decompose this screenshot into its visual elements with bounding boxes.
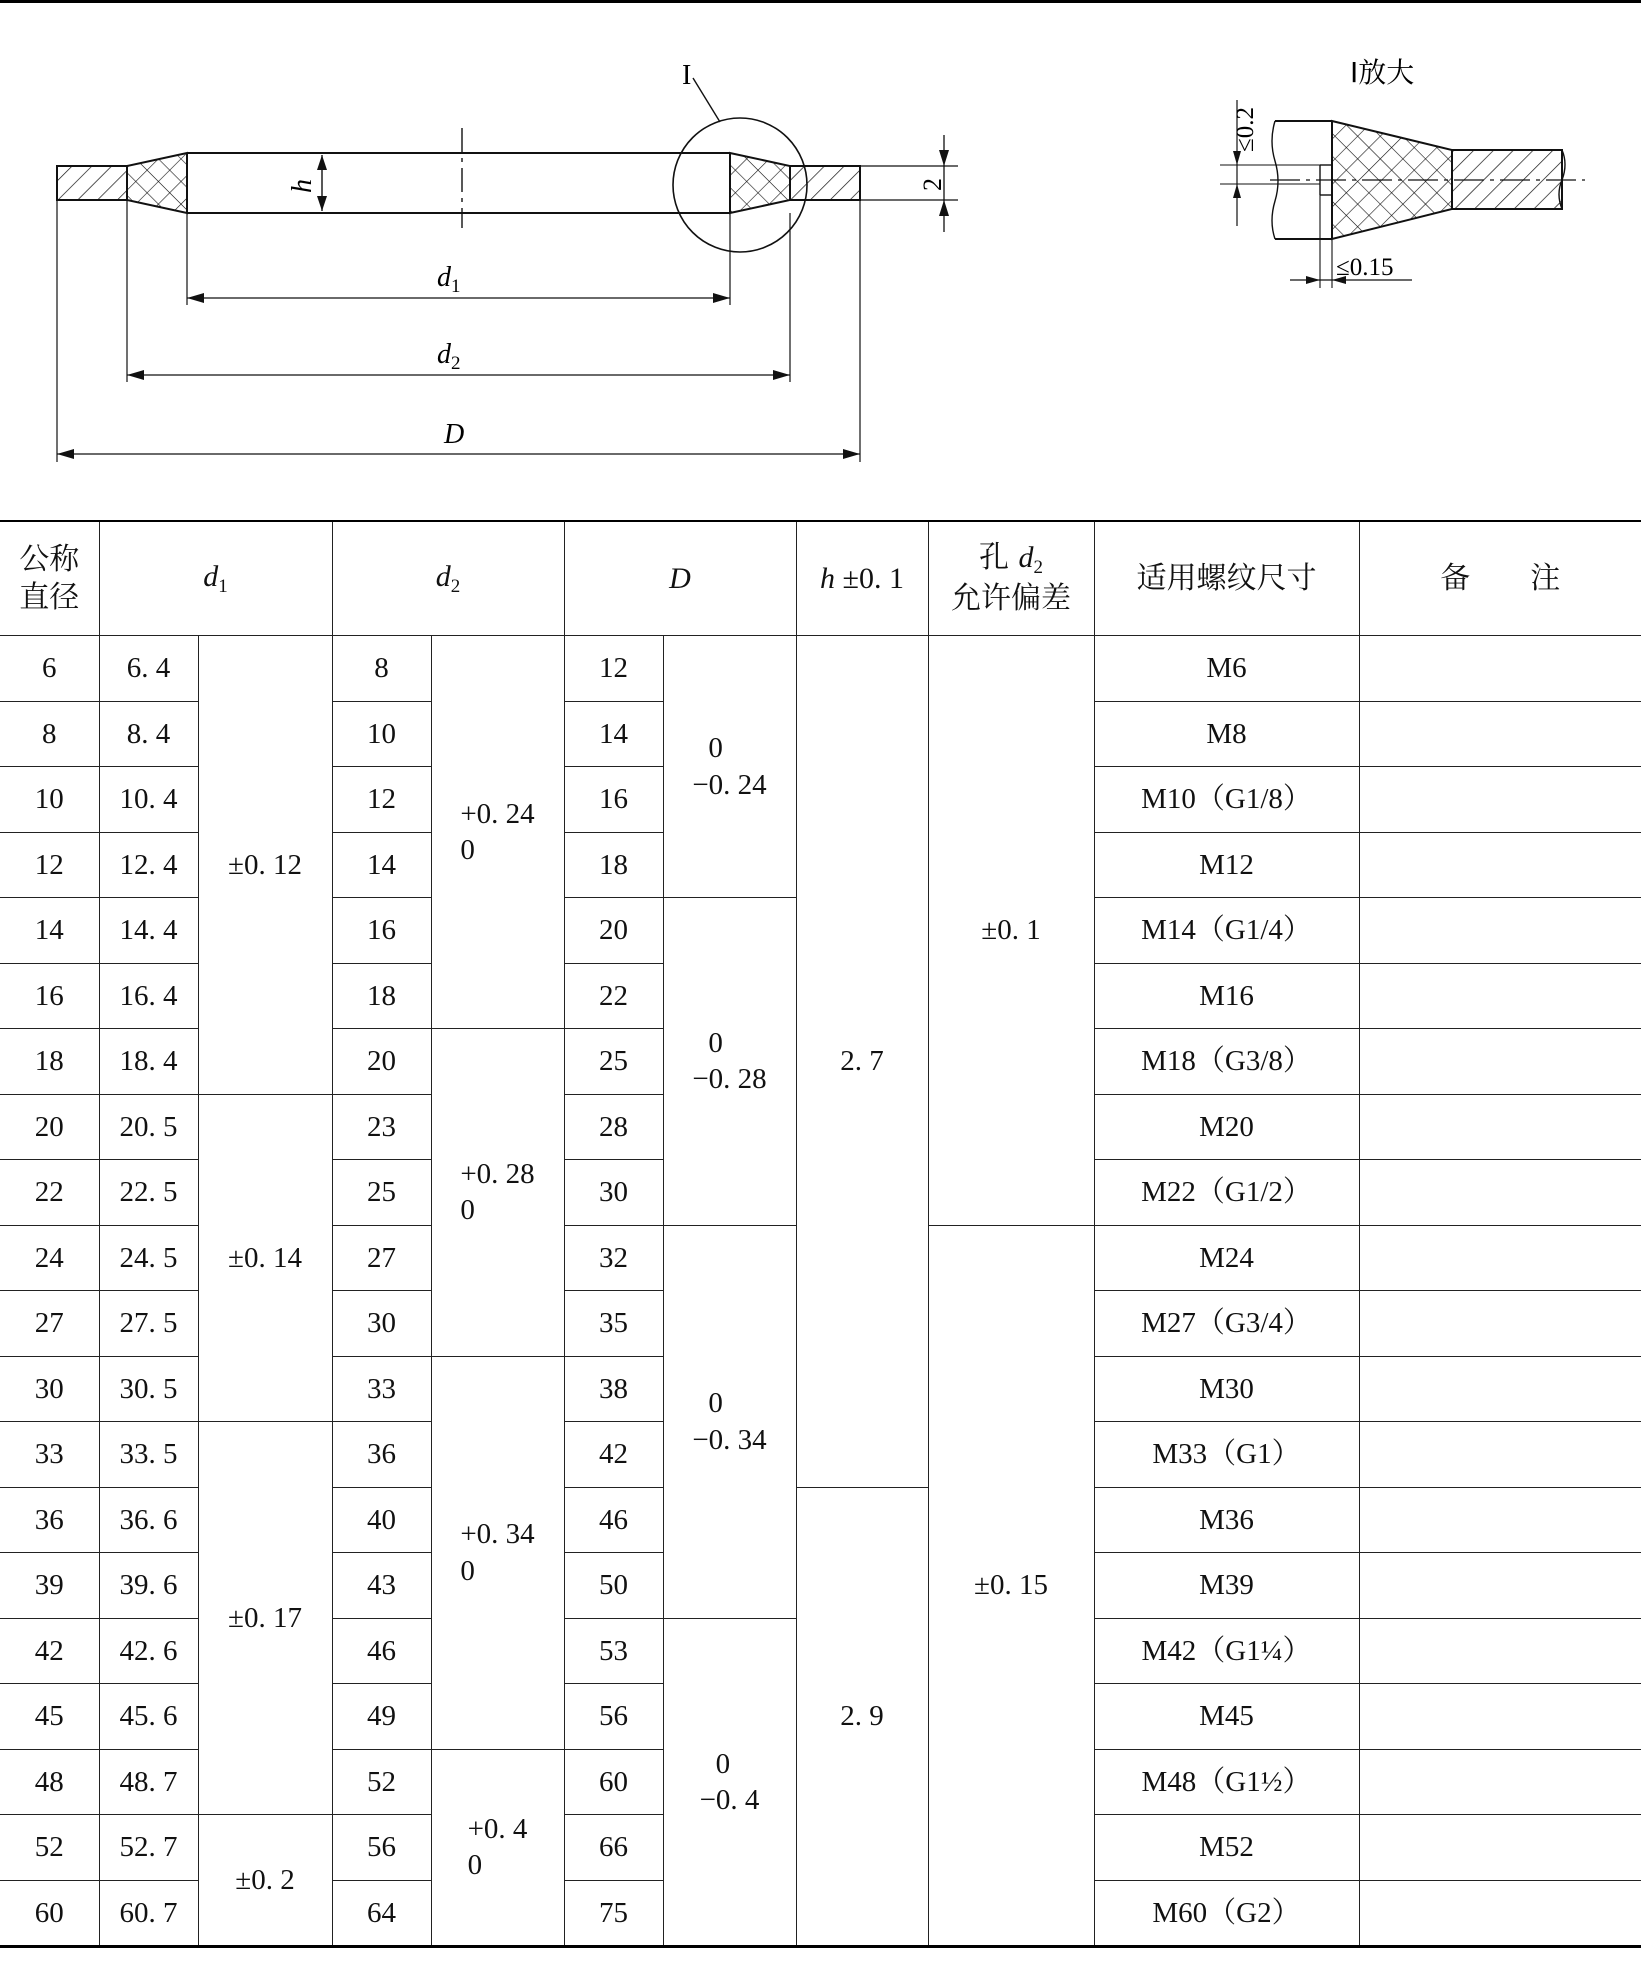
table-body <box>0 636 1641 1947</box>
cell-D-tol-upper: 0 <box>708 1387 723 1420</box>
cell-D: 20 <box>564 898 663 964</box>
cell-remark <box>1359 1749 1641 1815</box>
cell-D-tol <box>663 898 796 1226</box>
cell-remark <box>1359 1356 1641 1422</box>
cell-d2: 43 <box>332 1553 431 1619</box>
cell-nominal: 20 <box>0 1094 99 1160</box>
cell-d1-tol: ±0. 12 <box>198 636 332 1095</box>
cell-D: 75 <box>564 1880 663 1947</box>
cell-d1: 52. 7 <box>99 1815 198 1881</box>
cell-d2-tol-upper: +0. 4 <box>467 1813 528 1845</box>
cell-D: 25 <box>564 1029 663 1095</box>
cell-d1: 16. 4 <box>99 963 198 1029</box>
cell-D-tol-lower: −0. 34 <box>692 1423 767 1456</box>
cell-d2-tol-upper: +0. 34 <box>460 1518 535 1551</box>
cell-remark <box>1359 1553 1641 1619</box>
cell-d1: 42. 6 <box>99 1618 198 1684</box>
cell-thread: M45 <box>1094 1684 1359 1750</box>
detail-mark: I <box>682 60 692 91</box>
cell-d2-tol <box>431 636 564 1029</box>
cell-nominal: 45 <box>0 1684 99 1750</box>
cell-D-tol-lower: −0. 28 <box>692 1063 767 1096</box>
cell-nominal: 8 <box>0 701 99 767</box>
cell-thread: M14（G1/4） <box>1094 898 1359 964</box>
cell-nominal: 27 <box>0 1291 99 1357</box>
header-hole-tol: 孔 $d_2$ 允许偏差 <box>928 521 1094 636</box>
cell-remark <box>1359 1487 1641 1553</box>
cell-h: 2. 9 <box>796 1487 928 1947</box>
cell-d1: 36. 6 <box>99 1487 198 1553</box>
cell-d2-tol-upper: +0. 24 <box>460 797 535 830</box>
label-d1: $d_1$ <box>437 262 461 297</box>
cell-d2: 14 <box>332 832 431 898</box>
cell-D: 22 <box>564 963 663 1029</box>
label-D: D <box>444 419 465 450</box>
cell-D: 53 <box>564 1618 663 1684</box>
header-nominal: 公称 直径 <box>0 521 99 636</box>
cell-d2: 49 <box>332 1684 431 1750</box>
cell-thread: M33（G1） <box>1094 1422 1359 1488</box>
header-thread: 适用螺纹尺寸 <box>1094 521 1359 636</box>
cell-d1: 20. 5 <box>99 1094 198 1160</box>
cell-d1: 12. 4 <box>99 832 198 898</box>
cell-nominal: 12 <box>0 832 99 898</box>
cell-nominal: 60 <box>0 1880 99 1947</box>
header-row <box>0 521 1641 636</box>
cell-D-tol-upper: 0 <box>715 1747 731 1780</box>
dim-2: 2 <box>918 178 947 191</box>
cell-nominal: 52 <box>0 1815 99 1881</box>
cell-remark <box>1359 1291 1641 1357</box>
detail-view <box>1220 100 1585 288</box>
cell-d2: 52 <box>332 1749 431 1815</box>
cell-thread: M52 <box>1094 1815 1359 1881</box>
cell-D-tol-lower: −0. 24 <box>692 768 767 801</box>
cell-thread: M10（G1/8） <box>1094 767 1359 833</box>
cell-remark <box>1359 1618 1641 1684</box>
cell-d2: 25 <box>332 1160 431 1226</box>
header-d1: $d_1$ <box>99 521 332 636</box>
cell-D: 14 <box>564 701 663 767</box>
cell-D-tol-upper: 0 <box>708 732 723 765</box>
dim-le015: ≤0.15 <box>1336 254 1394 281</box>
cell-remark <box>1359 701 1641 767</box>
cell-d2-tol <box>431 1749 564 1947</box>
cell-thread: M30 <box>1094 1356 1359 1422</box>
cell-thread: M36 <box>1094 1487 1359 1553</box>
cell-remark <box>1359 1422 1641 1488</box>
cell-nominal: 39 <box>0 1553 99 1619</box>
cell-remark <box>1359 832 1641 898</box>
cell-d2: 56 <box>332 1815 431 1881</box>
cell-d1: 30. 5 <box>99 1356 198 1422</box>
cell-nominal: 6 <box>0 636 99 702</box>
cell-nominal: 24 <box>0 1225 99 1291</box>
cell-remark <box>1359 1094 1641 1160</box>
cell-thread: M16 <box>1094 963 1359 1029</box>
cell-nominal: 48 <box>0 1749 99 1815</box>
cell-nominal: 14 <box>0 898 99 964</box>
cell-remark <box>1359 1815 1641 1881</box>
cell-d1-tol: ±0. 17 <box>198 1422 332 1815</box>
cell-thread: M22（G1/2） <box>1094 1160 1359 1226</box>
cell-thread: M24 <box>1094 1225 1359 1291</box>
cell-D-tol <box>663 1225 796 1618</box>
cell-D: 30 <box>564 1160 663 1226</box>
cell-d2: 64 <box>332 1880 431 1947</box>
header-remark: 备 注 <box>1359 521 1641 636</box>
cell-D: 66 <box>564 1815 663 1881</box>
cell-D: 46 <box>564 1487 663 1553</box>
cell-d2-tol <box>431 1029 564 1357</box>
cell-D: 32 <box>564 1225 663 1291</box>
detail-title: I放大 <box>1350 56 1415 89</box>
cell-d2: 16 <box>332 898 431 964</box>
cell-d2: 20 <box>332 1029 431 1095</box>
cell-remark <box>1359 1225 1641 1291</box>
cell-thread: M60（G2） <box>1094 1880 1359 1947</box>
cell-D-tol-lower: −0. 4 <box>699 1783 760 1816</box>
cell-d1: 39. 6 <box>99 1553 198 1619</box>
cell-h: 2. 7 <box>796 636 928 1488</box>
dim-le02: ≤0.2 <box>1232 107 1259 152</box>
spec-table <box>0 520 1641 1948</box>
table-row <box>0 636 1641 702</box>
cell-D: 42 <box>564 1422 663 1488</box>
cell-d1-tol: ±0. 14 <box>198 1094 332 1422</box>
header-D: D <box>564 521 796 636</box>
cell-nominal: 22 <box>0 1160 99 1226</box>
cell-nominal: 10 <box>0 767 99 833</box>
cell-d2: 23 <box>332 1094 431 1160</box>
cell-d1: 18. 4 <box>99 1029 198 1095</box>
header-h: h ±0. 1 <box>796 521 928 636</box>
cell-nominal: 18 <box>0 1029 99 1095</box>
cell-remark <box>1359 963 1641 1029</box>
cell-D: 35 <box>564 1291 663 1357</box>
cell-d2: 33 <box>332 1356 431 1422</box>
cell-D: 12 <box>564 636 663 702</box>
cell-d2: 30 <box>332 1291 431 1357</box>
cell-thread: M39 <box>1094 1553 1359 1619</box>
cell-D: 16 <box>564 767 663 833</box>
cell-d2-tol <box>431 1356 564 1749</box>
cell-d1: 33. 5 <box>99 1422 198 1488</box>
cell-D-tol <box>663 1618 796 1947</box>
cell-thread: M12 <box>1094 832 1359 898</box>
cell-nominal: 33 <box>0 1422 99 1488</box>
cell-d2-tol-lower: 0 <box>460 1194 475 1227</box>
cell-d2: 46 <box>332 1618 431 1684</box>
cell-d1: 24. 5 <box>99 1225 198 1291</box>
cell-D-tol <box>663 636 796 898</box>
cell-d2: 8 <box>332 636 431 702</box>
cell-hole-tol: ±0. 15 <box>928 1225 1094 1947</box>
cell-d2: 12 <box>332 767 431 833</box>
cell-nominal: 30 <box>0 1356 99 1422</box>
cell-d2: 40 <box>332 1487 431 1553</box>
cell-d2: 27 <box>332 1225 431 1291</box>
cell-d1: 10. 4 <box>99 767 198 833</box>
cell-thread: M8 <box>1094 701 1359 767</box>
cell-d2: 10 <box>332 701 431 767</box>
cell-thread: M6 <box>1094 636 1359 702</box>
cell-D: 28 <box>564 1094 663 1160</box>
cell-d2: 36 <box>332 1422 431 1488</box>
cell-d2-tol-lower: 0 <box>460 834 475 866</box>
header-d2: $d_2$ <box>332 521 564 636</box>
cell-remark <box>1359 1160 1641 1226</box>
cell-remark <box>1359 1880 1641 1947</box>
cell-thread: M20 <box>1094 1094 1359 1160</box>
cell-D: 60 <box>564 1749 663 1815</box>
cell-remark <box>1359 1029 1641 1095</box>
cell-D: 18 <box>564 832 663 898</box>
cell-remark <box>1359 767 1641 833</box>
label-d2: $d_2$ <box>437 339 461 374</box>
cell-D: 56 <box>564 1684 663 1750</box>
cell-thread: M48（G1½） <box>1094 1749 1359 1815</box>
cell-remark <box>1359 1684 1641 1750</box>
cell-D-tol-upper: 0 <box>708 1027 723 1059</box>
cell-hole-tol: ±0. 1 <box>928 636 1094 1226</box>
cell-remark <box>1359 636 1641 702</box>
cell-thread: M42（G1¼） <box>1094 1618 1359 1684</box>
cell-remark <box>1359 898 1641 964</box>
cell-nominal: 42 <box>0 1618 99 1684</box>
cell-D: 50 <box>564 1553 663 1619</box>
gasket-drawing <box>0 0 1641 520</box>
cell-thread: M27（G3/4） <box>1094 1291 1359 1357</box>
cell-D: 38 <box>564 1356 663 1422</box>
cell-d1: 48. 7 <box>99 1749 198 1815</box>
cell-d1: 60. 7 <box>99 1880 198 1947</box>
cell-d2-tol-lower: 0 <box>460 1554 475 1587</box>
cell-d2-tol-upper: +0. 28 <box>460 1158 535 1190</box>
gasket-section <box>57 78 958 462</box>
cell-d2: 18 <box>332 963 431 1029</box>
cell-d1: 6. 4 <box>99 636 198 702</box>
cell-d1: 45. 6 <box>99 1684 198 1750</box>
cell-d1: 27. 5 <box>99 1291 198 1357</box>
cell-nominal: 16 <box>0 963 99 1029</box>
label-h: h <box>287 179 318 193</box>
cell-d1-tol: ±0. 2 <box>198 1815 332 1947</box>
cell-d1: 8. 4 <box>99 701 198 767</box>
cell-nominal: 36 <box>0 1487 99 1553</box>
cell-thread: M18（G3/8） <box>1094 1029 1359 1095</box>
cell-d2-tol-lower: 0 <box>467 1849 483 1882</box>
cell-d1: 22. 5 <box>99 1160 198 1226</box>
cell-d1: 14. 4 <box>99 898 198 964</box>
